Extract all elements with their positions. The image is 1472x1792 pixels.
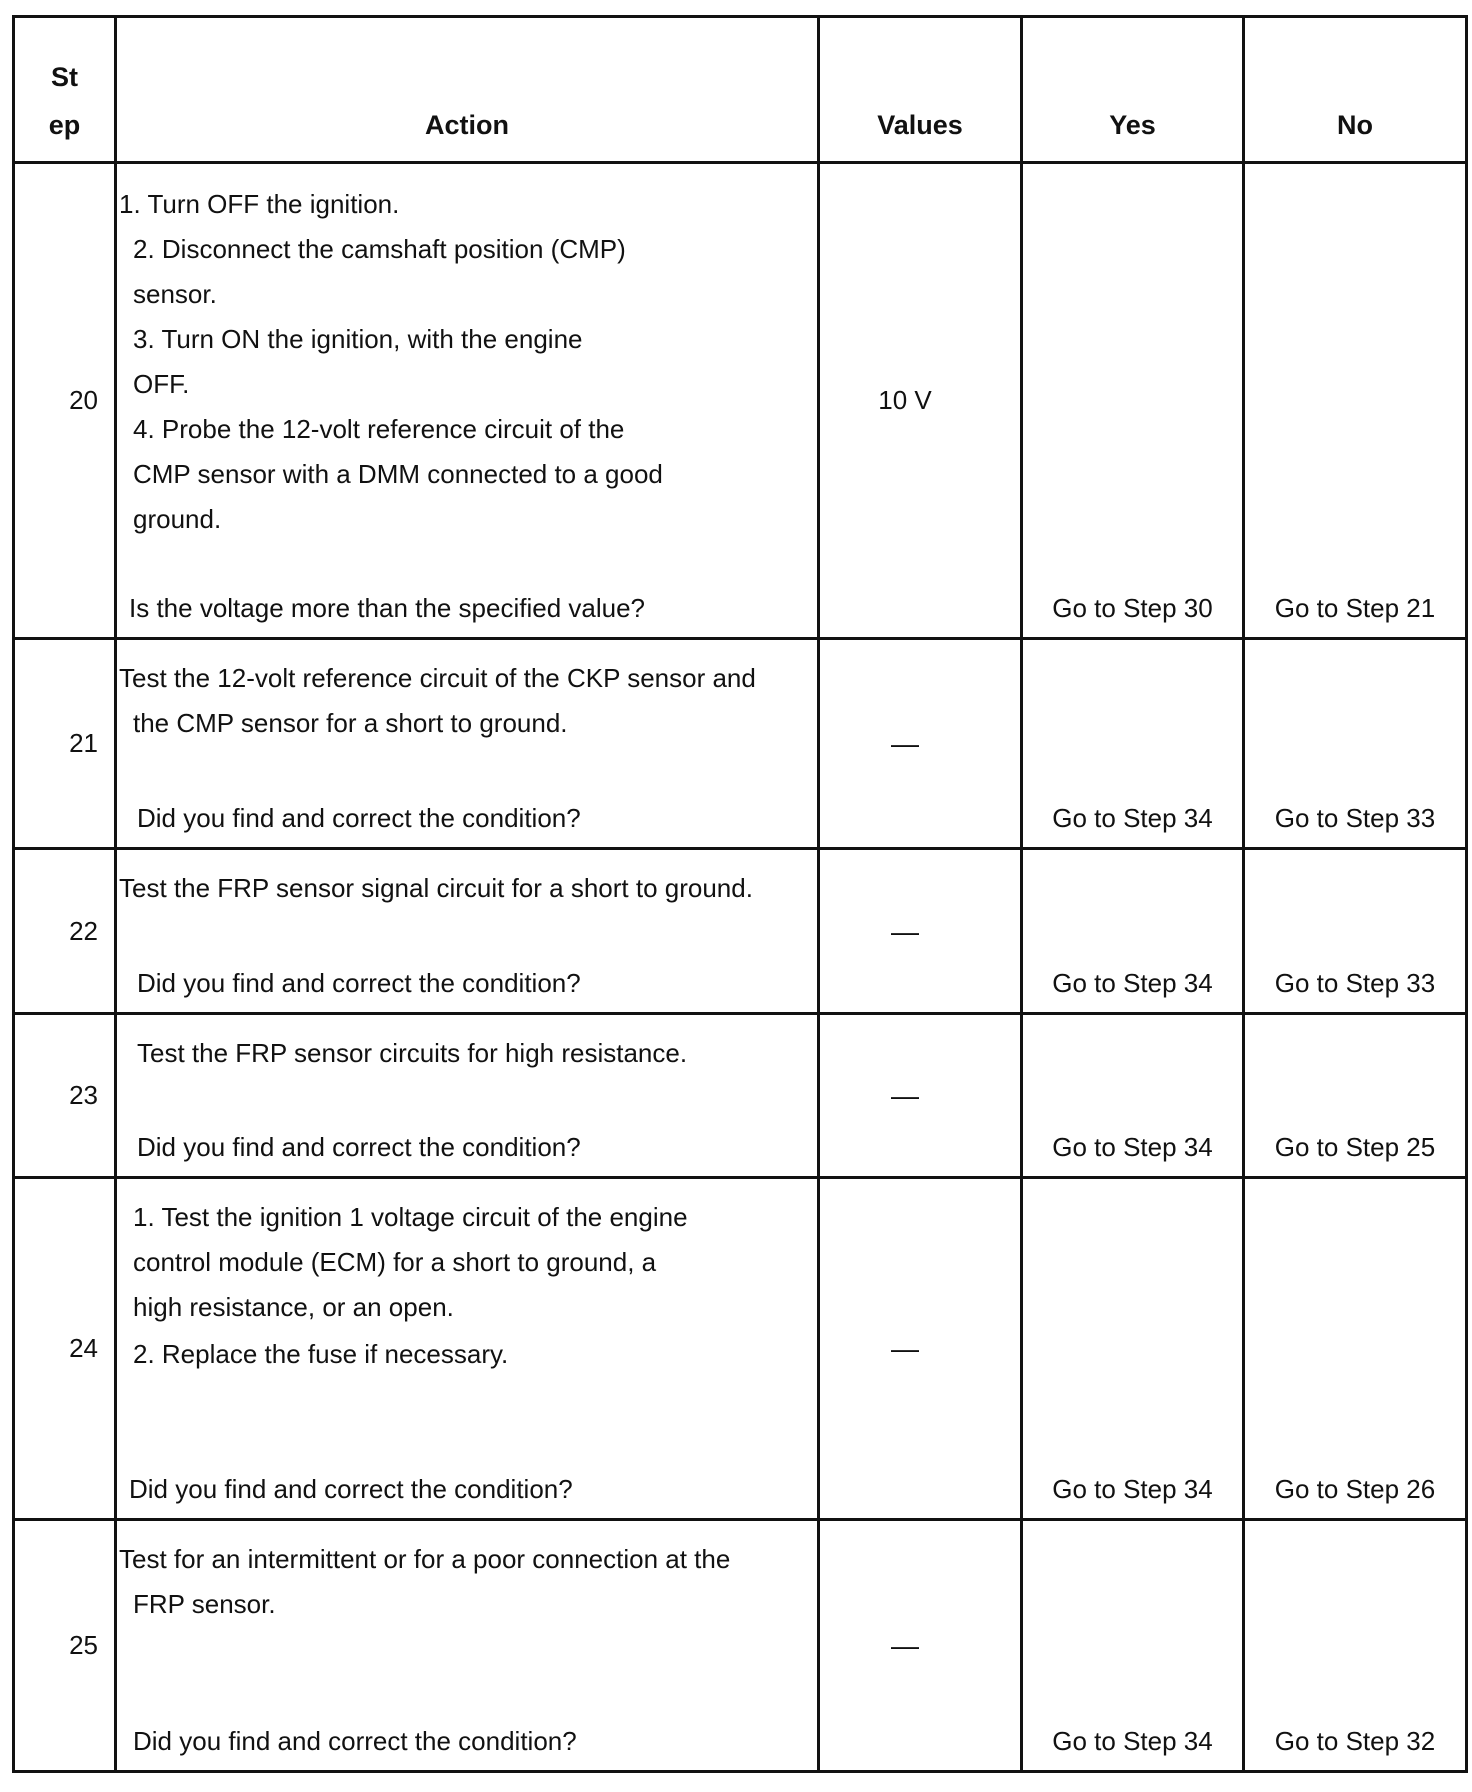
yes-goto: Go to Step 34 xyxy=(1052,1474,1213,1504)
yes-goto: Go to Step 34 xyxy=(1052,968,1213,998)
table-row xyxy=(14,1520,1467,1772)
action-line: Test the FRP sensor signal circuit for a short to ground. xyxy=(119,873,753,903)
action-question: Did you find and correct the condition? xyxy=(137,803,581,833)
action-question: Did you find and correct the condition? xyxy=(133,1726,577,1756)
no-goto: Go to Step 32 xyxy=(1274,1726,1436,1756)
step-number: 21 xyxy=(14,639,116,849)
no-cell xyxy=(1244,639,1467,849)
no-goto: Go to Step 33 xyxy=(1274,968,1436,998)
diagnostic-table xyxy=(12,15,1468,1773)
value-cell: — xyxy=(819,1014,1022,1178)
step-number: 20 xyxy=(14,163,116,639)
yes-cell xyxy=(1022,1014,1244,1178)
header-row xyxy=(14,17,1467,163)
header-action: Action xyxy=(116,17,819,163)
action-line: CMP sensor with a DMM connected to a good xyxy=(133,459,663,489)
no-goto: Go to Step 33 xyxy=(1274,803,1436,833)
yes-cell xyxy=(1022,849,1244,1014)
action-line: 4. Probe the 12-volt reference circuit of the xyxy=(133,414,625,444)
no-cell xyxy=(1244,1014,1467,1178)
value-cell: 10 V xyxy=(819,163,1022,639)
step-number: 25 xyxy=(14,1520,116,1772)
action-line: ground. xyxy=(133,504,222,534)
action-line: the CMP sensor for a short to ground. xyxy=(133,708,568,738)
no-goto: Go to Step 21 xyxy=(1274,593,1436,623)
action-line: high resistance, or an open. xyxy=(133,1292,454,1322)
header-no: No xyxy=(1244,17,1467,163)
table-row xyxy=(14,1014,1467,1178)
value-cell: — xyxy=(819,639,1022,849)
table-row xyxy=(14,849,1467,1014)
value-cell: — xyxy=(819,1520,1022,1772)
action-cell xyxy=(116,639,819,849)
yes-goto: Go to Step 34 xyxy=(1052,1726,1213,1756)
yes-cell xyxy=(1022,1178,1244,1520)
table-row xyxy=(14,1178,1467,1520)
header-step-line2: ep xyxy=(48,110,81,140)
no-cell xyxy=(1244,163,1467,639)
yes-goto: Go to Step 34 xyxy=(1052,1132,1213,1162)
action-line: OFF. xyxy=(133,369,190,399)
step-number: 24 xyxy=(14,1178,116,1520)
yes-cell xyxy=(1022,639,1244,849)
action-cell xyxy=(116,849,819,1014)
yes-goto: Go to Step 30 xyxy=(1052,593,1213,623)
action-line: 2. Disconnect the camshaft position (CMP) xyxy=(133,234,626,264)
header-step xyxy=(14,17,116,163)
no-goto: Go to Step 26 xyxy=(1274,1474,1436,1504)
action-line: 2. Replace the fuse if necessary. xyxy=(133,1339,509,1369)
action-line: FRP sensor. xyxy=(133,1589,276,1619)
yes-cell xyxy=(1022,1520,1244,1772)
action-line: control module (ECM) for a short to ground, a xyxy=(133,1247,657,1277)
action-cell xyxy=(116,163,819,639)
action-question: Is the voltage more than the specified value? xyxy=(129,593,645,623)
header-yes: Yes xyxy=(1022,17,1244,163)
yes-goto: Go to Step 34 xyxy=(1052,803,1213,833)
action-line: 1. Test the ignition 1 voltage circuit of the engine xyxy=(133,1202,688,1232)
action-line: Test the 12-volt reference circuit of the CKP sensor and xyxy=(119,663,756,693)
action-question: Did you find and correct the condition? xyxy=(137,968,581,998)
yes-cell xyxy=(1022,163,1244,639)
value-cell: — xyxy=(819,1178,1022,1520)
action-cell xyxy=(116,1520,819,1772)
action-line: Test for an intermittent or for a poor connection at the xyxy=(119,1544,731,1574)
table-row xyxy=(14,163,1467,639)
action-question: Did you find and correct the condition? xyxy=(129,1474,573,1504)
no-cell xyxy=(1244,1178,1467,1520)
action-line: sensor. xyxy=(133,279,217,309)
action-cell xyxy=(116,1178,819,1520)
table-row xyxy=(14,639,1467,849)
step-number: 22 xyxy=(14,849,116,1014)
no-cell xyxy=(1244,849,1467,1014)
action-cell xyxy=(116,1014,819,1178)
header-step-line1: St xyxy=(51,62,78,92)
step-number: 23 xyxy=(14,1014,116,1178)
action-line: 1. Turn OFF the ignition. xyxy=(119,189,400,219)
action-line: 3. Turn ON the ignition, with the engine xyxy=(133,324,583,354)
action-line: Test the FRP sensor circuits for high resistance. xyxy=(137,1038,688,1068)
value-cell: — xyxy=(819,849,1022,1014)
header-values: Values xyxy=(819,17,1022,163)
no-goto: Go to Step 25 xyxy=(1274,1132,1436,1162)
no-cell xyxy=(1244,1520,1467,1772)
action-question: Did you find and correct the condition? xyxy=(137,1132,581,1162)
